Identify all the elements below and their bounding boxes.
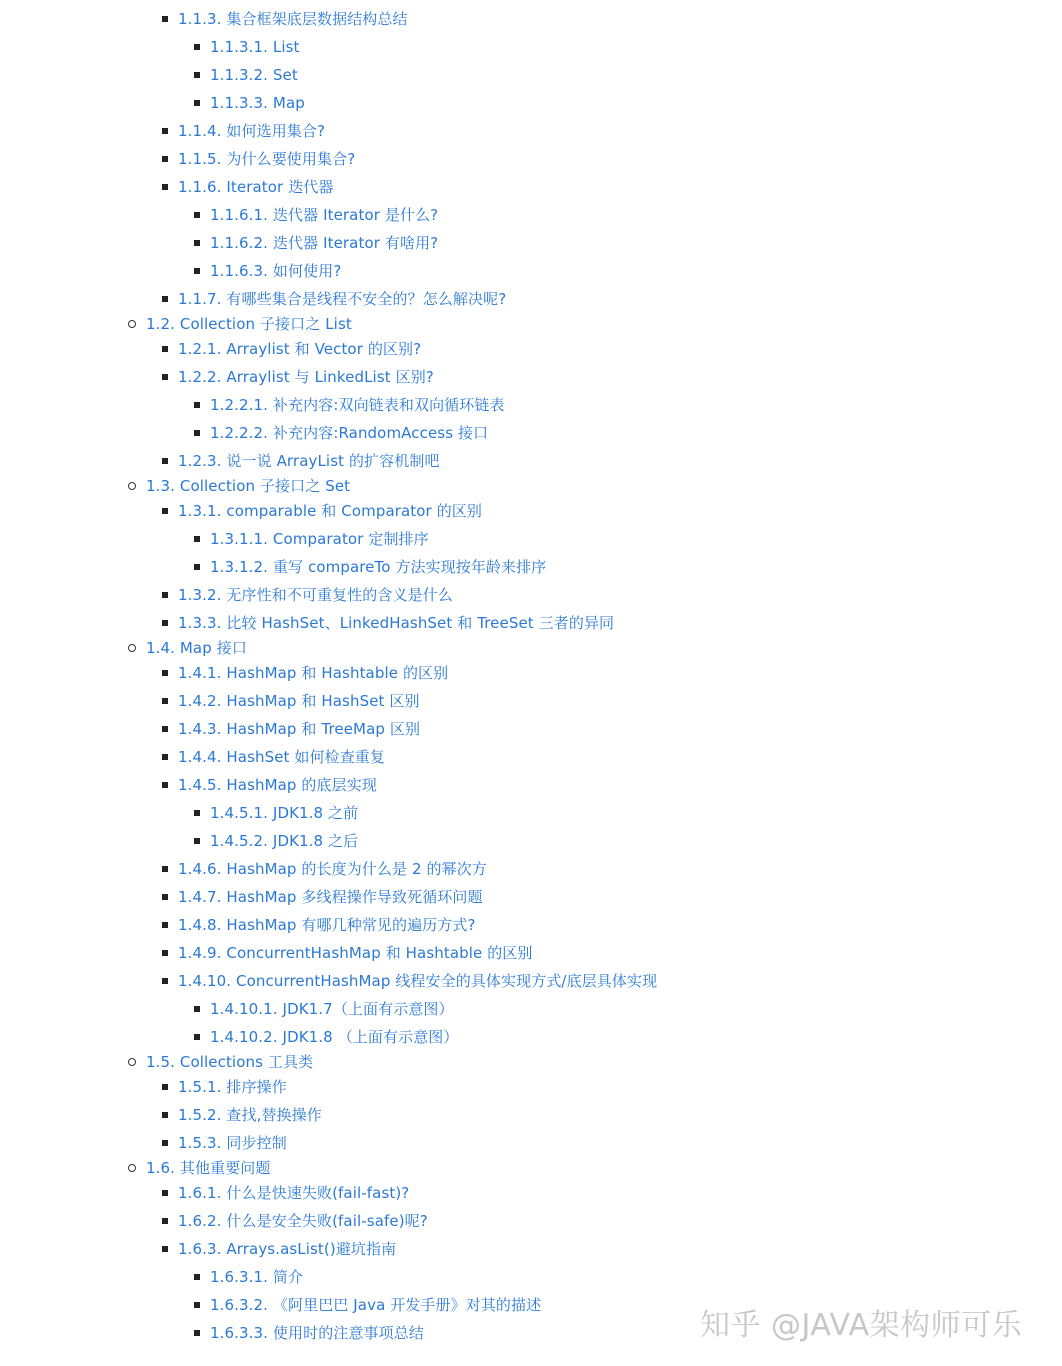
toc-item [210,35,300,59]
square-bullet-icon [162,950,168,956]
watermark: 知乎 @JAVA架构师可乐 [700,1308,1023,1343]
square-bullet-icon [162,1140,168,1146]
square-bullet-icon [194,212,200,218]
toc-item [178,0,443,3]
toc-link[interactable]: 1.4.4. HashSet 如何检查重复 [178,748,385,766]
toc-item [210,801,358,825]
toc-item [210,259,341,283]
toc-link[interactable]: 1.4.2. HashMap 和 HashSet 区别 [178,692,420,710]
toc-item [210,393,505,417]
toc-link[interactable]: 1.1.3.3. Map [210,94,305,112]
toc-item [210,1025,459,1049]
toc-item [178,499,482,523]
square-bullet-icon [162,670,168,676]
toc-item [178,1181,409,1205]
circle-bullet-icon [128,1058,136,1066]
toc-link[interactable]: 1.3.1. comparable 和 Comparator 的区别 [178,502,482,520]
toc-item [178,7,408,31]
toc-link[interactable]: 1.1.3.2. Set [210,66,298,84]
toc-item [210,421,488,445]
square-bullet-icon [162,1084,168,1090]
toc-link[interactable]: 1.3.3. 比较 HashSet、LinkedHashSet 和 TreeSet 三者的异同 [178,614,615,632]
toc-link[interactable]: 1.1.7. 有哪些集合是线程不安全的？怎么解决呢? [178,290,507,308]
toc-link[interactable]: 1.6.3.3. 使用时的注意事项总结 [210,1324,424,1342]
toc-item [178,745,385,769]
toc-link[interactable]: 1.1.4. 如何选用集合? [178,122,326,140]
toc-link[interactable]: 1.4.6. HashMap 的长度为什么是 2 的幂次方 [178,860,487,878]
square-bullet-icon [194,1330,200,1336]
toc-link[interactable]: 1.2.1. Arraylist 和 Vector 的区别? [178,340,422,358]
toc-link[interactable]: 1.4.5.2. JDK1.8 之后 [210,832,359,850]
square-bullet-icon [194,240,200,246]
square-bullet-icon [194,536,200,542]
square-bullet-icon [162,922,168,928]
square-bullet-icon [162,726,168,732]
square-bullet-icon [194,838,200,844]
square-bullet-icon [162,1246,168,1252]
toc-link[interactable]: 1.1.3. 集合框架底层数据结构总结 [178,10,408,28]
square-bullet-icon [162,458,168,464]
square-bullet-icon [162,346,168,352]
toc-link[interactable]: 1.6. 其他重要问题 [146,1159,271,1177]
square-bullet-icon [194,44,200,50]
toc-item [178,913,476,937]
toc-item [146,312,352,336]
square-bullet-icon [162,1112,168,1118]
square-bullet-icon [162,620,168,626]
toc-link[interactable]: 1.5. Collections 工具类 [146,1053,314,1071]
toc-link[interactable]: 1.1.6. Iterator 迭代器 [178,178,334,196]
toc-item [178,1075,287,1099]
square-bullet-icon [194,100,200,106]
toc-link[interactable]: 1.2.2.2. 补充内容:RandomAccess 接口 [210,424,489,442]
square-bullet-icon [162,296,168,302]
square-bullet-icon [194,810,200,816]
square-bullet-icon [162,698,168,704]
toc-item [178,365,434,389]
toc-item [178,857,487,881]
toc-item [178,1209,428,1233]
toc-item [178,661,448,685]
toc-link[interactable]: 1.6.3.1. 简介 [210,1268,304,1286]
toc-item [178,773,377,797]
circle-bullet-icon [128,320,136,328]
toc-link[interactable]: 1.1.5. 为什么要使用集合? [178,150,356,168]
toc-item [210,203,438,227]
toc-link[interactable]: 1.4.10.1. JDK1.7（上面有示意图） [210,1000,454,1018]
square-bullet-icon [162,156,168,162]
toc-link[interactable]: 1.3.1.2. 重写 compareTo 方法实现按年龄来排序 [210,558,547,576]
toc-link[interactable]: 1.6.3.2. 《阿里巴巴 Java 开发手册》对其的描述 [210,1296,542,1314]
toc-item [210,1293,541,1317]
toc-item [210,91,305,115]
toc-item [210,1321,424,1345]
toc-item [178,147,355,171]
toc-item [146,1156,271,1180]
toc-link[interactable]: 1.1.6.3. 如何使用? [210,262,342,280]
toc-link[interactable]: 1.6.1. 什么是快速失败(fail-fast)? [178,1184,410,1202]
toc-item [210,527,429,551]
toc-item [178,1103,322,1127]
square-bullet-icon [194,564,200,570]
toc-item [146,1050,313,1074]
square-bullet-icon [162,374,168,380]
square-bullet-icon [162,782,168,788]
toc-link[interactable]: 1.4.5. HashMap 的底层实现 [178,776,377,794]
toc-link[interactable]: 1.5.3. 同步控制 [178,1134,287,1152]
square-bullet-icon [162,128,168,134]
toc-item [210,1265,303,1289]
toc-link[interactable]: 1.4.3. HashMap 和 TreeMap 区别 [178,720,421,738]
square-bullet-icon [162,754,168,760]
circle-bullet-icon [128,482,136,490]
toc-link[interactable]: 1.2.3. 说一说 ArrayList 的扩容机制吧 [178,452,440,470]
circle-bullet-icon [128,644,136,652]
square-bullet-icon [194,72,200,78]
toc-link[interactable]: 1.6.2. 什么是安全失败(fail-safe)呢? [178,1212,428,1230]
square-bullet-icon [162,184,168,190]
toc-link[interactable]: 1.3. Collection 子接口之 Set [146,477,351,495]
toc-item [178,969,657,993]
toc-item [178,119,325,143]
toc-link[interactable]: 1.4.5.1. JDK1.8 之前 [210,804,359,822]
toc-item [178,1237,396,1261]
toc-item [210,997,454,1021]
toc-link[interactable]: 1.2.2. Arraylist 与 LinkedList 区别? [178,368,434,386]
square-bullet-icon [162,508,168,514]
square-bullet-icon [194,402,200,408]
toc-item [178,337,421,361]
toc-link[interactable]: 1.4.7. HashMap 多线程操作导致死循环问题 [178,888,483,906]
toc-item [178,717,420,741]
toc-link[interactable]: 1.1.6.2. 迭代器 Iterator 有啥用? [210,234,439,252]
toc-item [178,583,453,607]
square-bullet-icon [162,978,168,984]
toc-link[interactable]: 1.5.1. 排序操作 [178,1078,287,1096]
square-bullet-icon [194,1274,200,1280]
toc-link[interactable]: 1.5.2. 查找,替换操作 [178,1106,322,1124]
square-bullet-icon [194,1034,200,1040]
toc-link[interactable]: 1.2.2.1. 补充内容:双向链表和双向循环链表 [210,396,505,414]
toc-item [178,611,614,635]
square-bullet-icon [162,1218,168,1224]
toc-item [178,287,506,311]
square-bullet-icon [162,16,168,22]
toc-item [210,231,438,255]
square-bullet-icon [194,430,200,436]
toc-link[interactable]: 1.2. Collection 子接口之 List [146,315,352,333]
toc-link[interactable]: 1.4.10.2. JDK1.8 （上面有示意图） [210,1028,459,1046]
square-bullet-icon [162,866,168,872]
square-bullet-icon [194,1006,200,1012]
toc-link[interactable]: 1.3.2. 无序性和不可重复性的含义是什么 [178,586,453,604]
toc-item [178,689,420,713]
toc-item [178,941,533,965]
square-bullet-icon [162,592,168,598]
toc-item [178,175,334,199]
toc-item [210,63,298,87]
square-bullet-icon [194,1302,200,1308]
square-bullet-icon [194,268,200,274]
toc-link[interactable]: 1.1.3.1. List [210,38,300,56]
toc-link[interactable]: 1.6.3. Arrays.asList()避坑指南 [178,1240,397,1258]
toc-item [210,829,358,853]
toc-item [146,636,247,660]
circle-bullet-icon [128,1164,136,1172]
toc-link[interactable]: 1.4.1. HashMap 和 Hashtable 的区别 [178,664,449,682]
toc-item [178,449,440,473]
toc-item [178,885,483,909]
toc-link[interactable]: 1.4.9. ConcurrentHashMap 和 Hashtable 的区别 [178,944,533,962]
toc-link[interactable]: 1.4.10. ConcurrentHashMap 线程安全的具体实现方式/底层具体实现 [178,972,658,990]
toc-item [146,474,350,498]
toc-link[interactable]: 1.4.8. HashMap 有哪几种常见的遍历方式? [178,916,476,934]
toc-item [210,555,546,579]
toc-link[interactable]: 1.1.6.1. 迭代器 Iterator 是什么? [210,206,439,224]
square-bullet-icon [162,894,168,900]
toc-item [178,1131,287,1155]
square-bullet-icon [162,1190,168,1196]
toc-link[interactable]: 1.3.1.1. Comparator 定制排序 [210,530,429,548]
toc-link[interactable]: 1.4. Map 接口 [146,639,247,657]
